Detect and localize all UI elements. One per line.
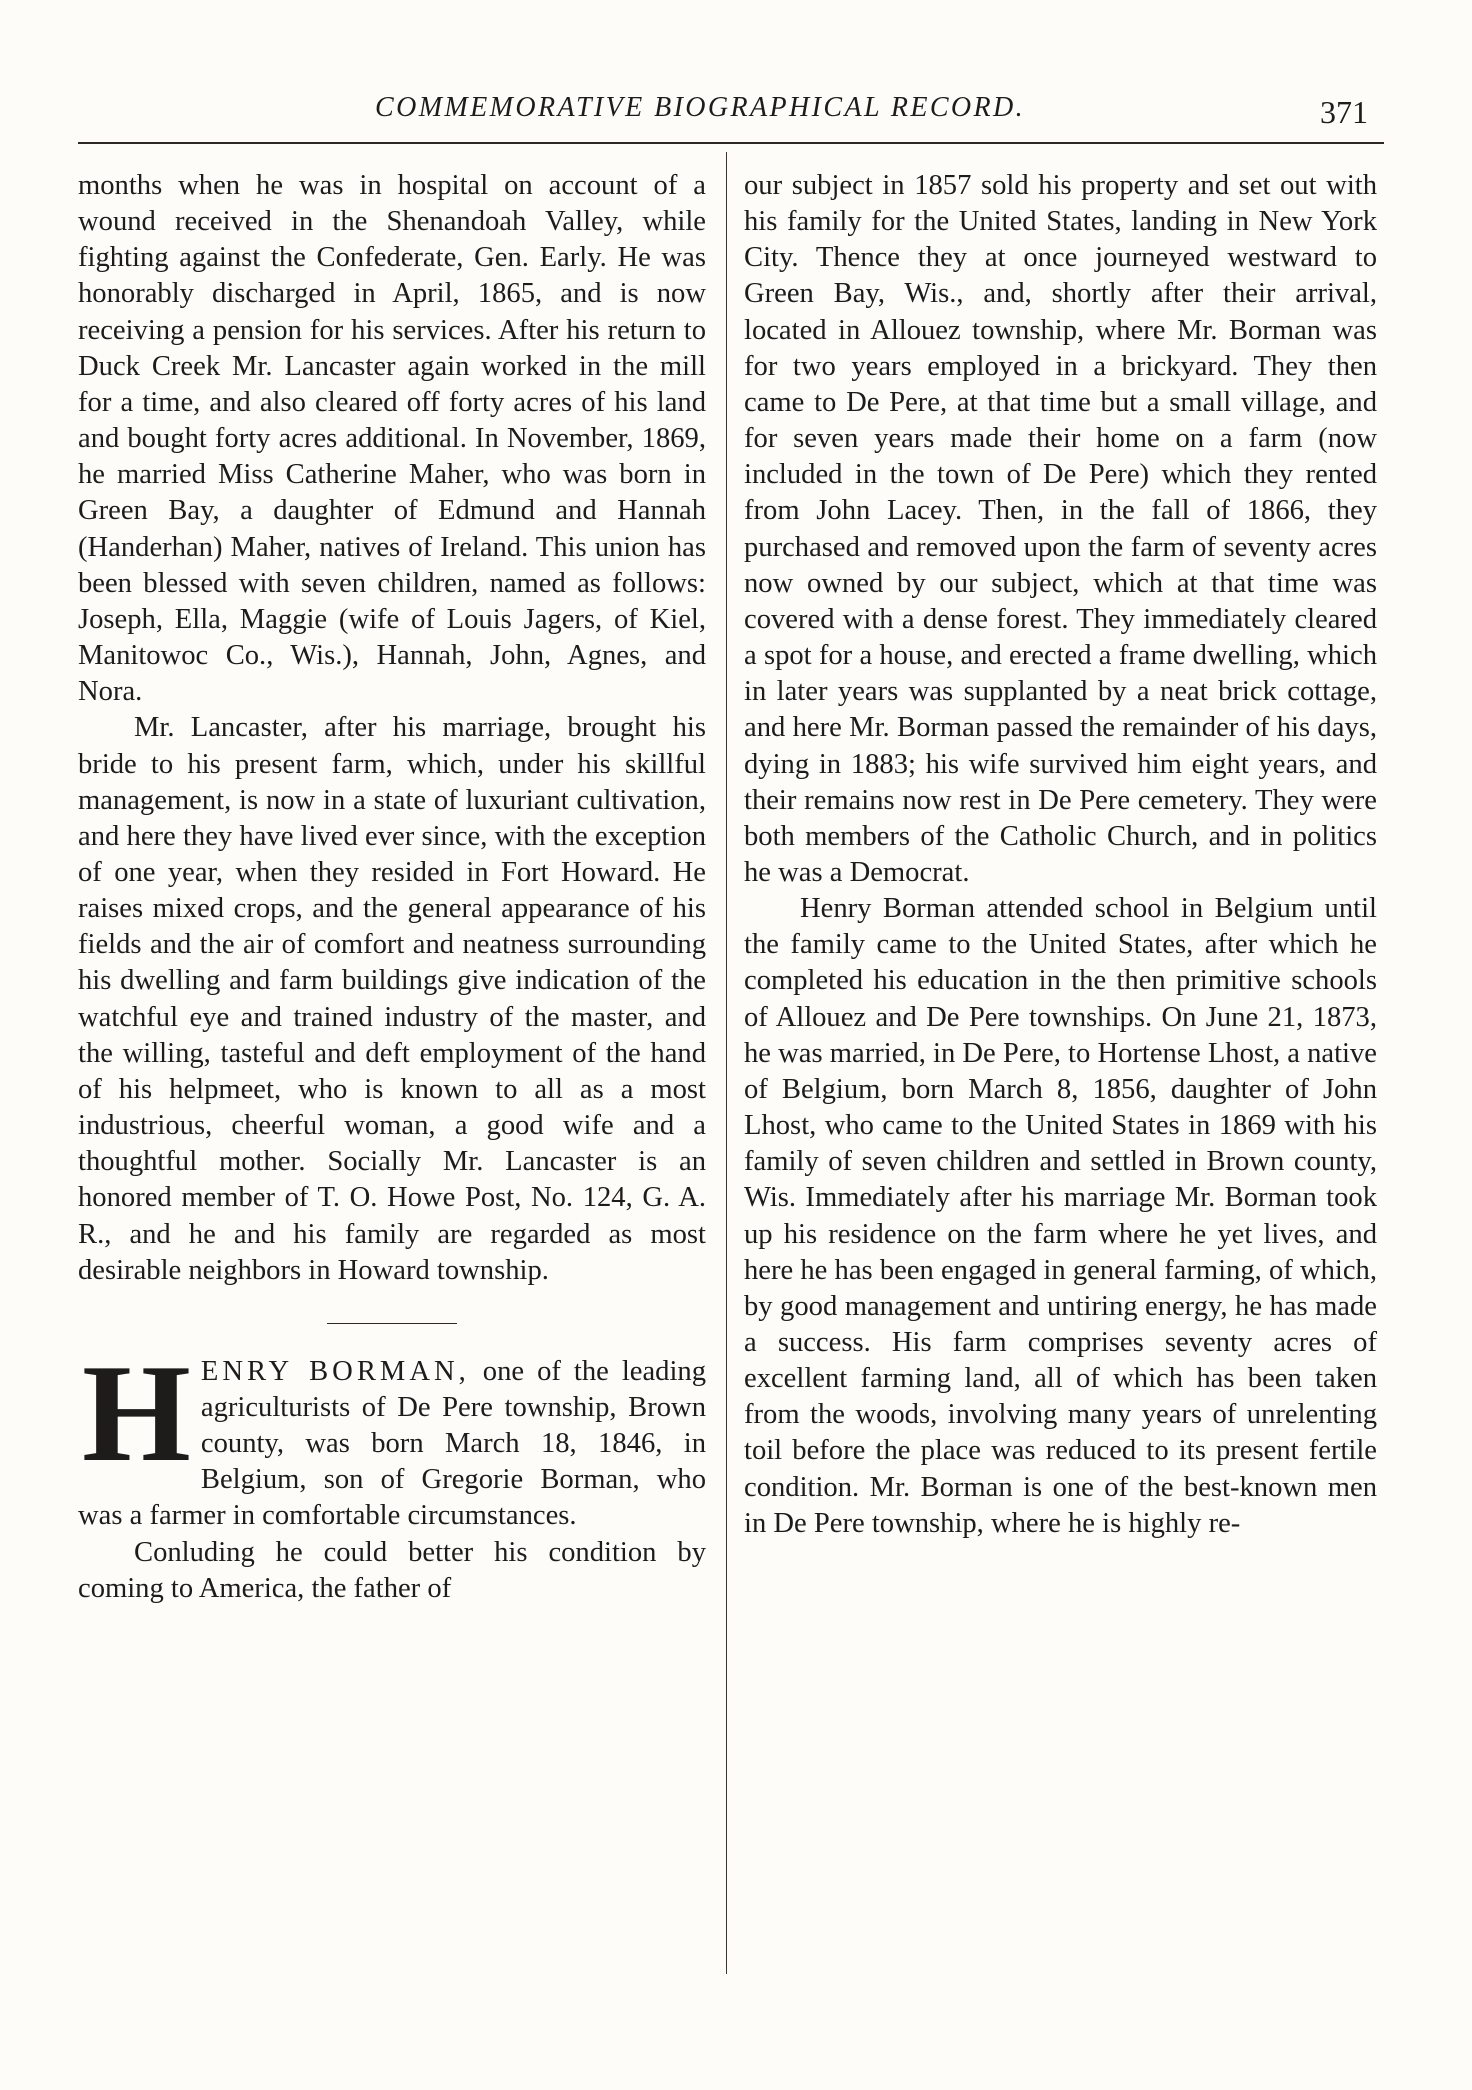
paragraph-lancaster-farm: Mr. Lancaster, after his marriage, brought his bride to his present farm, which, under his skillful management, is now in a state of luxuriant cultivation, and here they have lived ever since, with the exception of one year, when they resided in Fort Howard. He raises mixed crops, and the general appearance of his fields and the air of comfort and neatness surrounding his dwelling and farm buildings give indication of the watchful eye and trained industry of the master, and the willing, tasteful and deft employment of the hand of his helpmeet, who is known to all as a most industrious, cheerful woman, a good wife and a thoughtful mother. Socially Mr. Lancaster is an honored member of T. O. Howe Post, No. 124, G. A. R., and he and his family are regarded as most desirable neighbors in Howard township. xyxy=(78,712,706,1286)
header-rule xyxy=(78,142,1384,144)
right-column xyxy=(744,168,1377,1542)
paragraph-borman-intro xyxy=(78,1335,706,1535)
page-number: 371 xyxy=(1320,94,1368,130)
section-separator xyxy=(327,1323,457,1324)
bio-borman-intro xyxy=(78,1335,706,1535)
left-column xyxy=(78,168,706,1607)
bio-subject-name: ENRY BORMAN, xyxy=(200,1355,470,1387)
bio-intro-text: one of the leading agriculturists of De Pere township, Brown county, was born March 18, 1846, in Belgium, son of Gregorie Borman, who was a farmer in comfortable circumstances. xyxy=(78,1355,706,1532)
paragraph-borman-family: our subject in 1857 sold his property and set out with his family for the United States, landing in New York City. Thence they at once journeyed westward to Green Bay, Wis., and, shortly after their arrival, located in Allouez township, where Mr. Borman was for two years employed in a brickyard. They then came to De Pere, at that time but a small village, and for seven years made their home on a farm (now included in the town of De Pere) which they rented from John Lacey. Then, in the fall of 1866, they purchased and removed upon the farm of seventy acres now owned by our subject, which at that time was covered with a dense forest. They immediately cleared a spot for a house, and erected a frame dwelling, which in later years was supplanted by a neat brick cottage, and here Mr. Borman passed the remainder of his days, dying in 1883; his wife survived him eight years, and their remains now rest in De Pere cemetery. They were both members of the Catholic Church, and in politics he was a Democrat. xyxy=(744,170,1377,888)
paragraph-borman-emigration: Conluding he could better his condition by coming to America, the father of xyxy=(78,1536,706,1604)
running-title: COMMEMORATIVE BIOGRAPHICAL RECORD. xyxy=(375,92,1026,123)
paragraph-henry-borman: Henry Borman attended school in Belgium until the family came to the United States, after which he completed his education in the then primitive schools of Allouez and De Pere townships. On June 21, 1873, he was married, in De Pere, to Hortense Lhost, a native of Belgium, born March 8, 1856, daughter of John Lhost, who came to the United States in 1869 with his family of seven children and settled in Brown county, Wis. Immediately after his marriage Mr. Borman took up his residence on the farm where he yet lives, and here he has been engaged in general farming, of which, by good management and untiring energy, he has made a success. His farm comprises seventy acres of excellent farming land, all of which has been taken from the woods, involving many years of unrelenting toil before the place was reduced to its present fertile condition. Mr. Borman is one of the best-known men in De Pere township, where he is highly re- xyxy=(744,893,1377,1539)
page-header xyxy=(0,92,1472,132)
column-divider xyxy=(726,152,727,1974)
drop-cap: H xyxy=(82,1335,191,1491)
paragraph-lancaster-service: months when he was in hospital on account of a wound received in the Shenandoah Valley, while fighting against the Confederate, Gen. Early. He was honorably discharged in April, 1865, and is now receiving a pension for his services. After his return to Duck Creek Mr. Lancaster again worked in the mill for a time, and also cleared off forty acres of his land and bought forty acres additional. In November, 1869, he married Miss Catherine Maher, who was born in Green Bay, a daughter of Edmund and Hannah (Handerhan) Maher, natives of Ireland. This union has been blessed with seven children, named as follows: Joseph, Ella, Maggie (wife of Louis Jagers, of Kiel, Manitowoc Co., Wis.), Hannah, John, Agnes, and Nora. xyxy=(78,170,706,708)
